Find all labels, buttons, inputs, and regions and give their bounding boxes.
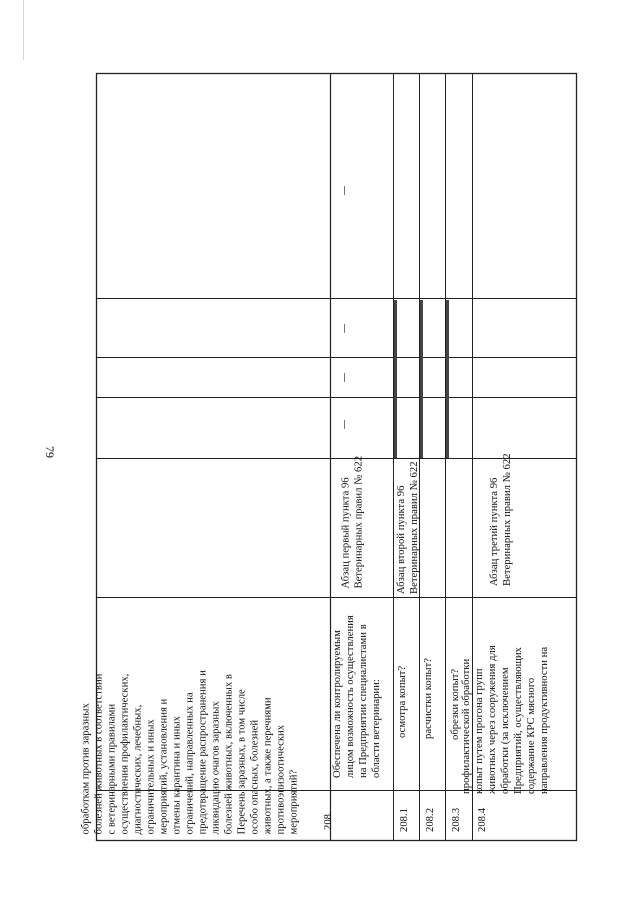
item-number-208: 208. <box>322 811 334 830</box>
item-number-208-3: 208.3 <box>450 807 462 832</box>
question-208-3: обрезки копыт? <box>449 668 461 740</box>
reference-208-4: Абзац третий пункта 96 Ветеринарных правил № 622 <box>488 453 513 586</box>
question-208-2: расчистки копыт? <box>422 657 434 739</box>
item-number-208-4: 208.4 <box>476 807 488 832</box>
reference-208-1: Абзац второй пункта 96 Ветеринарных правил № 622 <box>395 461 420 594</box>
item-number-208-2: 208.2 <box>424 807 436 832</box>
question-text-continued: обработкам против заразных болезней животных в соответствии с ветеринарными правилами осуществления профилактических, диагностических, лечебных, ограничительных и иных мероприятий, установления и отмены карантина и иных ограничений, направленных на предотвращение распространения и ликвидацию очагов заразных болезней животных, включенных в Перечень заразных, в том числе особо опасных, болезней животных, а также перечнями противоэпизоотических мероприятий? <box>79 670 300 835</box>
item-number-208-1: 208.1 <box>398 807 410 832</box>
reference-208: Абзац первый пункта 96 Ветеринарных правил № 622 <box>339 455 365 589</box>
dash-mark <box>344 420 345 429</box>
question-208-4: профилактической обработки копыт путем прогона групп животных через сооружения для обработки (за исключением Предприятий, осуществляющих содержание КРС мясного направления продуктивности на <box>460 645 550 794</box>
page-number: 79 <box>43 446 57 458</box>
question-208: Обеспечена ли контролируемым лицом возможность осуществления на Предприятии специалистами в области ветеринарии: <box>331 615 382 778</box>
question-208-1: осмотра копыт? <box>396 665 408 738</box>
dash-mark <box>344 186 345 195</box>
dash-mark <box>344 324 345 333</box>
dash-mark <box>344 373 345 382</box>
